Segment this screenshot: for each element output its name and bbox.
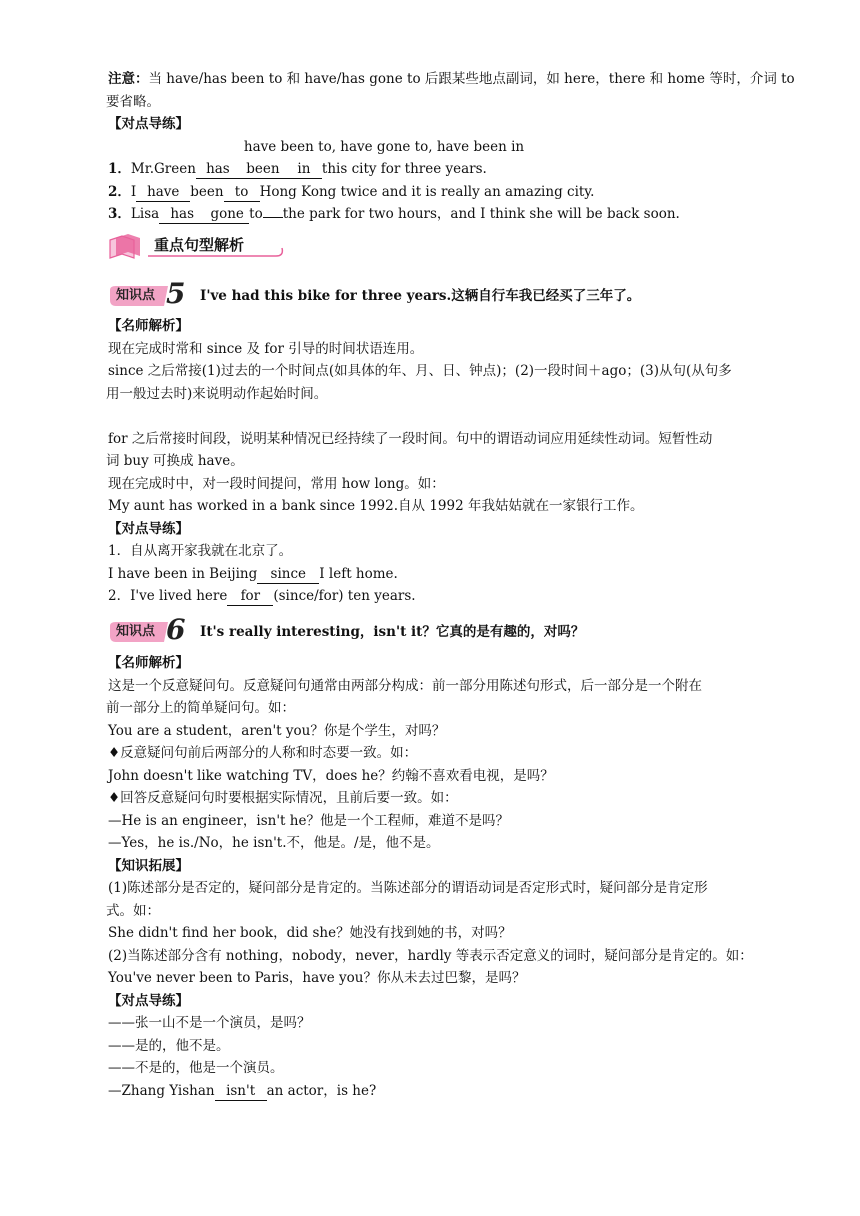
answer-blank: in (286, 160, 322, 179)
exercise-item: 2．I've lived here for (since/for) ten years. (108, 588, 416, 604)
answer-blank: gone (205, 205, 249, 224)
extension-heading: 【知识拓展】 (108, 857, 189, 874)
practice-heading: 【对点导练】 (108, 992, 189, 1009)
practice-heading: 【对点导练】 (108, 116, 189, 132)
answer-blank: for (227, 587, 273, 606)
answer-blank: have (136, 183, 190, 202)
knowledge-point-6 (108, 613, 585, 646)
note-block (106, 68, 795, 226)
answer-blank: has (159, 205, 205, 224)
answer-blank: been (240, 160, 286, 179)
note-text: 当 have/has been to 和 have/has gone to 后跟某些地点副词，如 here，there 和 home 等时，介词 to (148, 71, 795, 87)
key-sentence: I've had this bike for three years.这辆自行车我已经买了三年了。 (200, 287, 641, 304)
analysis-heading: 【名师解析】 (108, 318, 189, 334)
note-label: 注意： (108, 71, 149, 87)
exercise-item-2: 2．I have been to Hong Kong twice and it is really an amazing city. (108, 183, 595, 200)
analysis-heading: 【名师解析】 (108, 655, 189, 671)
exercise-item: I have been in Beijing since I left home. (108, 565, 398, 582)
section-title: 重点句型解析 (154, 236, 245, 254)
note-text-2: 要省略。 (106, 93, 160, 110)
answer-blank: isn't (215, 1082, 267, 1101)
practice-heading: 【对点导练】 (108, 520, 189, 537)
word-bank: have been to, have gone to, have been in (243, 138, 525, 155)
exercise-item-3: 3．Lisa has gone to the park for two hours，and I think she will be back soon. (108, 206, 680, 222)
knowledge-point-5 (108, 277, 641, 310)
kp5-body: 【名师解析】 现在完成时常和 since 及 for 引导的时间状语连用。 since 之后常接(1)过去的一个时间点(如具体的年、月、日、钟点)；(2)一段时间＋ago；(3)从句(从句多 用一般过去时)来说明动作起始时间。 for 之后常接时间段，说明某种情况已经持续了一段时间。句中的谓语动词应用延续性动词。短暂性动 词 buy 可换成 have。 现在完成时中，对一段时间提问，常用 how long。如： My aunt has worked in a bank since 1992.自从 1992 年我姑姑就在一家银行工作。 【对点导练】 1．自从离开家我就在北京了。 I have been in Beijing since I left home. 2．I've lived here for (since/for) ten years. (108, 315, 780, 608)
knowledge-badge: 知识点 5 (108, 284, 190, 308)
section-banner (108, 232, 288, 262)
answer-blank: since (257, 565, 319, 584)
exercise-item: —Zhang Yishan isn't an actor，is he? (108, 1082, 377, 1099)
exercise-item-1: 1．Mr.Green has been in this city for three years. (108, 161, 487, 177)
answer-blank (263, 217, 283, 218)
answer-blank: has (196, 160, 240, 179)
knowledge-badge: 知识点 6 (108, 620, 190, 644)
key-sentence: It's really interesting，isn't it？它真的是有趣的，对吗？ (200, 623, 585, 640)
answer-blank: to (224, 183, 260, 202)
kp6-body: 【名师解析】 这是一个反意疑问句。反意疑问句通常由两部分构成：前一部分用陈述句形式，后一部分是一个附在 前一部分上的简单疑问句。如： You are a student，aren't you？你是个学生，对吗？ ♦反意疑问句前后两部分的人称和时态要一致。如： John doesn't like watching TV，does he？约翰不喜欢看电视，是吗？ ♦回答反意疑问句时要根据实际情况，且前后要一致。如： —He is an engineer，isn't he？他是一个工程师，难道不是吗？ —Yes，he is./No，he isn't.不，他是。/是，他不是。 【知识拓展】 (1)陈述部分是否定的，疑问部分是肯定的。当陈述部分的谓语动词是否定形式时，疑问部分是肯定形 式。如： She didn't find her book，did she？她没有找到她的书，对吗？ (2)当陈述部分含有 nothing，nobody，never，hardly 等表示否定意义的词时，疑问部分是肯定的。如： You've never been to Paris，have you？你从未去过巴黎，是吗？ 【对点导练】 ——张一山不是一个演员，是吗？ ——是的，他不是。 ——不是的，他是一个演员。 —Zhang Yishan isn't an actor，is he? (108, 652, 780, 1102)
